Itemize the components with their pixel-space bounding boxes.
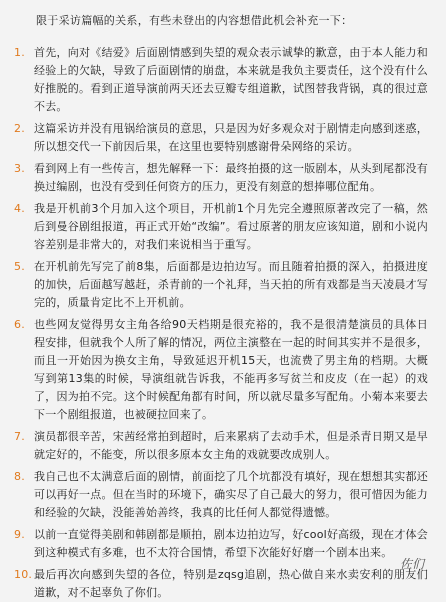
list-item-number: 2. [14, 122, 25, 135]
numbered-list [14, 44, 428, 602]
list-item-text: 我自己也不太满意后面的剧情，前面挖了几个坑都没有填好，现在想想其实都还可以再好一点。但在当时的环境下，确实尽了自己最大的努力，很可惜因为能力和经验的欠缺，没能善始善终，我真的比任何人都觉得遗憾。 [34, 470, 428, 519]
list-item-text: 首先，向对《结爱》后面剧情感到失望的观众表示诚挚的歉意，由于本人能力和经验上的欠缺，导致了后面剧情的崩盘，本来就是我负主要责任，这个没有什么好推脱的。看到正道导演前两天还去豆瓣专组道歉，试图替我背锅，真的很过意不去。 [34, 46, 428, 113]
list-item-number: 8. [14, 470, 25, 483]
list-item-text: 也些网友觉得男女主角各给90天档期是很充裕的，我不是很清楚演员的具体日程安排，但就我个人所了解的情况，两位主演整在一起的时间其实并不是很多，而且一开始因为换女主角，导致延迟开机15天，也流费了男主角的档期。大概写到第13集的时候，导演组就告诉我，不能再多写贫兰和皮皮（在一起）的戏了，因为拍不完。这个时候配角都有时间，所以就尽量多写配角。小菊本来要去下一个剧组报道，也被硬拉回来了。 [34, 318, 428, 421]
handwritten-signature: 佐们 [399, 557, 424, 571]
list-item-number: 5. [14, 260, 25, 273]
list-item [14, 258, 428, 312]
list-item [14, 160, 428, 196]
list-item [14, 428, 428, 464]
list-item-number: 1. [14, 46, 25, 59]
list-item-number: 10. [14, 568, 33, 581]
list-item [14, 44, 428, 116]
list-item [14, 468, 428, 522]
list-item-number: 6. [14, 318, 25, 331]
list-item-text: 演员都很辛苦，宋茜经常拍到超时，后来累病了去动手术，但是杀青日期又是早就定好的，不能变，所以很多原本女主角的戏就要改成别人。 [34, 430, 428, 461]
list-item-number: 4. [14, 202, 25, 215]
list-item-number: 9. [14, 528, 25, 541]
list-item-number: 3. [14, 162, 25, 175]
intro-paragraph: 限于采访篇幅的关系，有些未登出的内容想借此机会补充一下： [36, 14, 353, 27]
list-item [14, 120, 428, 156]
list-item-text: 我是开机前3个月加入这个项目，开机前1个月先完全遵照原著改完了一稿，然后到曼谷剧组报道，再正式开始“改编”。看过原著的朋友应该知道，剧和小说内容差别是非常大的，对我们来说相当于重写。 [34, 202, 428, 251]
list-item [14, 316, 428, 424]
list-item-text: 看到网上有一些传言，想先解释一下：最终拍摄的这一版剧本，从头到尾都没有换过编剧，也没有受到任何资方的压力，更没有刻意的想捧哪位配角。 [34, 162, 428, 193]
list-item-number: 7. [14, 430, 25, 443]
list-item [14, 200, 428, 254]
list-item-text: 在开机前先写完了前8集，后面都是边拍边写。而且随着拍摄的深入，拍摄进度的加快，后面越写越赶，杀青前的一个礼拜，当天拍的所有戏都是当天凌晨才写完的，质量肯定比不上开机前。 [34, 260, 428, 309]
list-item-text: 以前一直觉得美剧和韩剧都是顺拍，剧本边拍边写，好cool好高级，现在才体会到这种模式有多难，也不太符合国情，希望下次能好好磨一个剧本出来。 [34, 528, 428, 559]
list-item [14, 526, 428, 562]
list-item [14, 566, 428, 602]
list-item-text: 这篇采访并没有甩锅给演员的意思，只是因为好多观众对于剧情走向感到迷惑，所以想交代一下前因后果，在这里也要特别感谢骨朵网络的采访。 [34, 122, 428, 153]
list-item-text: 最后再次向感到失望的各位，特别是zqsg追剧，热心做自来水卖安利的朋友们道歉，对不起辜负了你们。 [34, 568, 428, 599]
